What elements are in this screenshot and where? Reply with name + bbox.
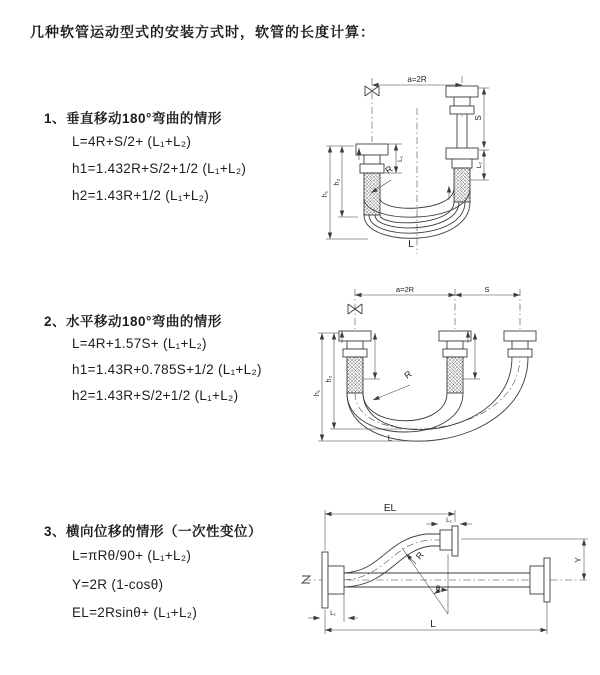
formula-line: L=4R+1.57S+ (L₁+L₂) xyxy=(72,336,207,351)
diagram-lateral-displacement xyxy=(298,502,596,644)
dim-label-l1-top: L₁ xyxy=(446,517,452,524)
theta-construction xyxy=(402,548,448,614)
s-curve-hose-position xyxy=(344,526,458,587)
centerline-symbol xyxy=(302,576,310,583)
dim-label-l1: L₁ xyxy=(397,156,404,162)
formula-line: h2=1.43R+S/2+1/2 (L₁+L₂) xyxy=(72,388,239,403)
dim-label-h1: h₁ xyxy=(314,389,321,397)
formula-line: h1=1.43R+0.785S+1/2 (L₁+L₂) xyxy=(72,362,262,377)
formula-line: Y=2R (1-cosθ) xyxy=(72,577,164,592)
centerlines xyxy=(355,289,520,429)
left-hose-end xyxy=(356,144,388,215)
dim-label-h1: h₁ xyxy=(322,190,329,198)
section-2-heading: 2、水平移动180°弯曲的情形 xyxy=(44,314,222,329)
dim-label-el: EL xyxy=(383,503,397,514)
left-hose-end xyxy=(339,331,371,393)
straight-hose-position xyxy=(344,558,550,602)
dimension-lines xyxy=(314,285,520,443)
dim-label-l1-left: L₁ xyxy=(330,610,336,617)
dim-label-h2: h₂ xyxy=(334,178,341,186)
theta-label: θ xyxy=(435,584,441,593)
radius-label: R xyxy=(402,368,414,381)
dim-label-s: S xyxy=(474,115,483,121)
right-hose-end xyxy=(446,86,478,202)
braided-hose-section xyxy=(447,357,463,393)
section-3-heading: 3、横向位移的情形（一次性变位） xyxy=(44,524,263,539)
page-title: 几种软管运动型式的安装方式时，软管的长度计算： xyxy=(30,24,375,40)
length-label: L xyxy=(387,434,393,443)
length-label: L xyxy=(408,239,414,250)
left-flange xyxy=(322,552,344,608)
formula-line: h1=1.432R+S/2+1/2 (L₁+L₂) xyxy=(72,161,247,176)
formula-line: L=4R+S/2+ (L₁+L₂) xyxy=(72,134,192,149)
dim-label-a2r: a=2R xyxy=(407,75,427,84)
dim-label-s: S xyxy=(484,285,490,294)
formula-line: EL=2Rsinθ+ (L₁+L₂) xyxy=(72,605,198,620)
braided-hose-section xyxy=(364,173,380,215)
dim-label-a2r: a=2R xyxy=(395,285,415,294)
hose-u-bend-curves xyxy=(347,357,528,441)
diagram-horizontal-180-bend xyxy=(310,283,588,455)
dim-label-y: Y xyxy=(574,557,583,563)
radius-label: R xyxy=(383,163,395,176)
formula-line: h2=1.43R+1/2 (L₁+L₂) xyxy=(72,188,210,203)
dim-label-l: L xyxy=(430,619,436,630)
dim-label-h2: h₂ xyxy=(326,375,333,383)
dim-label-l2: L₂ xyxy=(476,161,483,169)
section-1-heading: 1、垂直移动180°弯曲的情形 xyxy=(44,111,222,126)
radius-label: R xyxy=(413,549,426,562)
middle-hose-end xyxy=(439,331,471,393)
right-hose-end xyxy=(504,331,536,357)
formula-line: L=πRθ/90+ (L₁+L₂) xyxy=(72,548,192,563)
diagram-vertical-180-bend xyxy=(318,72,586,260)
braided-hose-section xyxy=(347,357,363,393)
